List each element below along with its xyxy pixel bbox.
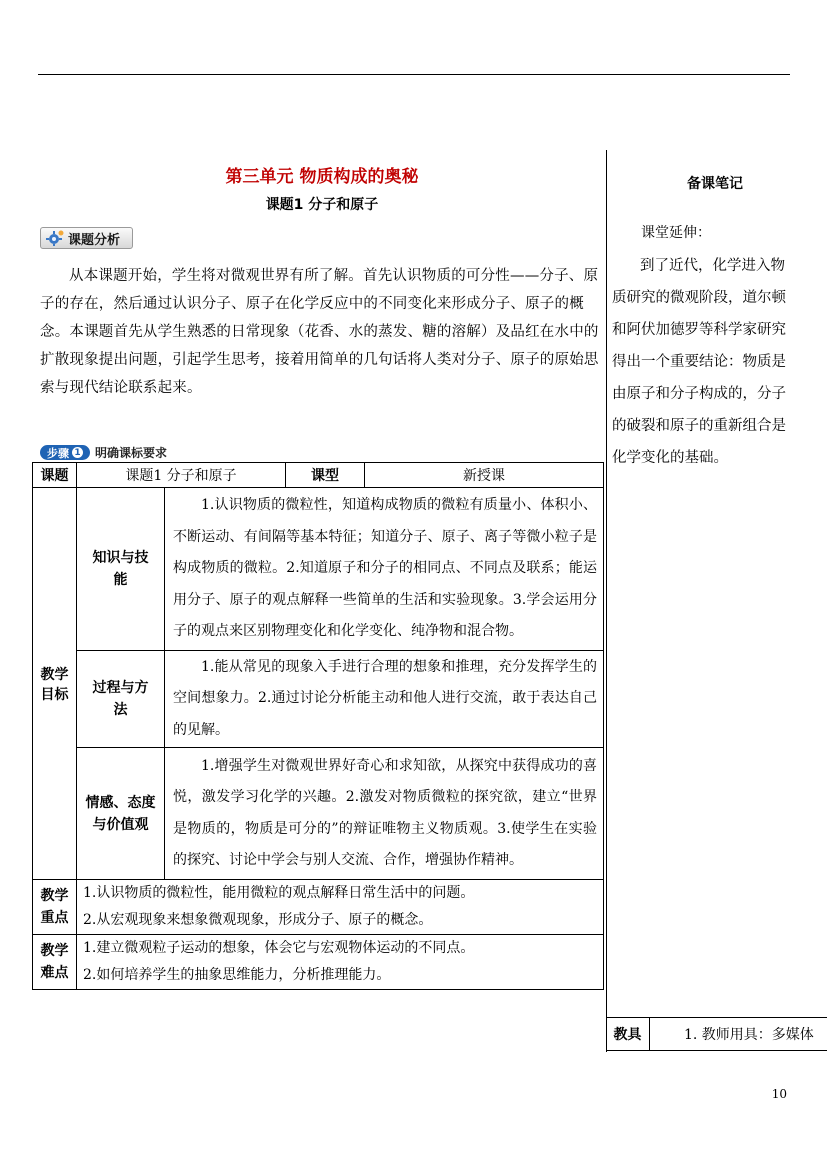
header-rule <box>38 74 790 75</box>
objective-text: 1.认识物质的微粒性，知道构成物质的微粒有质量小、体积小、不断运动、有间隔等基本特征；知道分子、原子、离子等微小粒子是构成物质的微粒。2.知道原子和分子的相同点、不同点及联系；能运用分子、原子的观点解释一些简单的生活和实验现象。3.学会运用分子的观点来区别物理变化和化学变化、纯净物和混合物。 <box>165 488 604 651</box>
notes-subheading: 课堂延伸： <box>641 225 711 241</box>
unit-title: 第三单元 物质构成的奥秘 <box>225 167 419 187</box>
table-row <box>33 488 604 651</box>
difficult-point: 2.如何培养学生的抽象思维能力，分析推理能力。 <box>83 967 391 983</box>
difficult-points-cell <box>77 935 604 990</box>
teaching-aids-text: 1. 教师用具：多媒体 <box>684 1027 814 1043</box>
topic-value: 课题1 分子和原子 <box>77 463 286 488</box>
table-row <box>33 935 604 990</box>
badge-label: 课题分析 <box>68 232 121 248</box>
table-row <box>33 463 604 488</box>
page-number: 10 <box>771 1087 787 1101</box>
teaching-aids-row <box>606 1017 827 1051</box>
lesson-intro: 从本课题开始，学生将对微观世界有所了解。首先认识物质的可分性——分子、原子的存在，然后通过认识分子、原子在化学反应中的不同变化来形成分子、原子的概念。本课题首先从学生熟悉的日常现象（花香、水的蒸发、糖的溶解）及品红在水中的扩散现象提出问题，引起学生思考，接着用简单的几句话将人类对分子、原子的原始思索与现代结论联系起来。 <box>40 268 599 396</box>
step-header <box>40 443 167 462</box>
step-tag-text: 步骤 <box>47 446 69 460</box>
key-points-header: 教学重点 <box>33 880 77 935</box>
difficult-points-header: 教学难点 <box>33 935 77 990</box>
notes-text: 到了近代，化学进入物质研究的微观阶段，道尔顿和阿伏加德罗等科学家研究得出一个重要结论：物质是由原子和分子构成的，分子的破裂和原子的重新组合是化学变化的基础。 <box>612 258 786 466</box>
analysis-badge <box>40 227 133 249</box>
key-points-cell <box>77 880 604 935</box>
objective-text: 1.增强学生对微观世界好奇心和求知欲，从探究中获得成功的喜悦，激发学习化学的兴趣。2.激发对物质微粒的探究欲，建立“世界是物质的，物质是可分的”的辩证唯物主义物质观。3.使学生在实验的探究、讨论中学会与别人交流、合作，增强协作精神。 <box>165 748 604 880</box>
objective-label: 知识与技能 <box>77 488 165 651</box>
type-value: 新授课 <box>365 463 604 488</box>
gear-icon <box>45 230 65 246</box>
objective-label: 情感、态度与价值观 <box>77 748 165 880</box>
table-row <box>33 880 604 935</box>
step-label: 明确课标要求 <box>95 446 168 460</box>
key-point: 1.认识物质的微粒性，能用微粒的观点解释日常生活中的问题。 <box>83 885 475 901</box>
teaching-aids-label: 教具 <box>606 1018 650 1050</box>
objectives-header: 教学目标 <box>33 488 77 880</box>
step-tag <box>40 445 90 460</box>
key-point: 2.从宏观现象来想象微观现象，形成分子、原子的概念。 <box>83 912 433 928</box>
notes-heading: 备课笔记 <box>687 176 743 192</box>
step-number: 1 <box>72 447 83 458</box>
type-header: 课型 <box>286 463 365 488</box>
difficult-point: 1.建立微观粒子运动的想象，体会它与宏观物体运动的不同点。 <box>83 940 475 956</box>
topic-header: 课题 <box>33 463 77 488</box>
objective-label: 过程与方法 <box>77 651 165 748</box>
lesson-subtitle: 课题1 分子和原子 <box>265 197 379 213</box>
lesson-plan-table <box>32 462 604 990</box>
column-divider <box>606 150 607 1052</box>
table-row <box>33 651 604 748</box>
objective-text: 1.能从常见的现象入手进行合理的想象和推理，充分发挥学生的空间想象力。2.通过讨论分析能主动和他人进行交流，敢于表达自己的见解。 <box>165 651 604 748</box>
table-row <box>33 748 604 880</box>
